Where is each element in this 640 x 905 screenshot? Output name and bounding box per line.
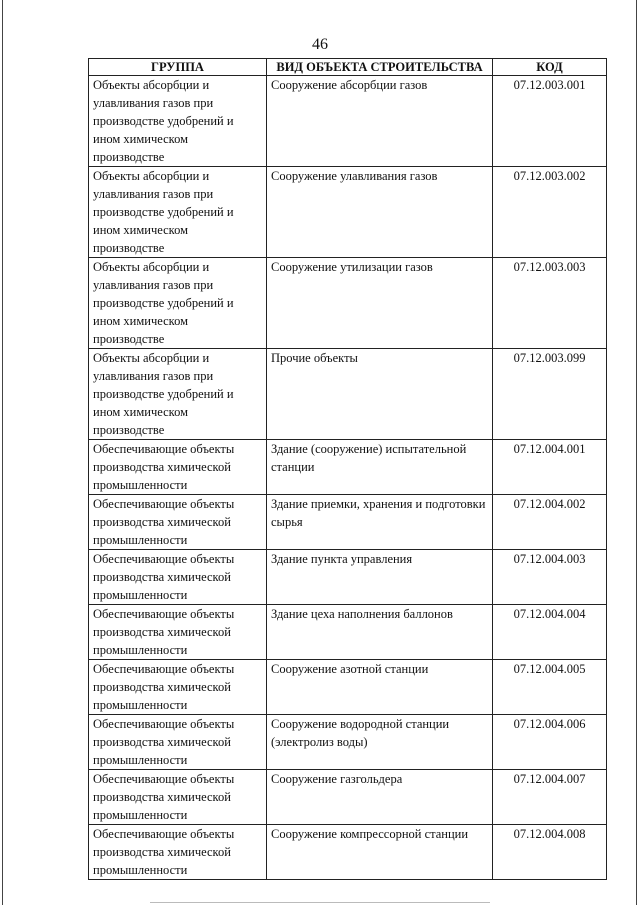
code-cell: 07.12.004.001 bbox=[493, 440, 607, 495]
code-cell: 07.12.004.006 bbox=[493, 715, 607, 770]
code-cell: 07.12.004.002 bbox=[493, 495, 607, 550]
table-row bbox=[89, 495, 607, 550]
table-header-row bbox=[89, 59, 607, 76]
header-group: ГРУППА bbox=[89, 59, 267, 76]
code-cell: 07.12.004.008 bbox=[493, 825, 607, 880]
group-cell: Обеспечивающие объекты производства химической промышленности bbox=[89, 715, 267, 770]
group-cell: Обеспечивающие объекты производства химической промышленности bbox=[89, 605, 267, 660]
group-cell: Обеспечивающие объекты производства химической промышленности bbox=[89, 440, 267, 495]
object-type-cell: Здание пункта управления bbox=[267, 550, 493, 605]
object-type-cell: Сооружение газгольдера bbox=[267, 770, 493, 825]
group-cell: Объекты абсорбции и улавливания газов при производстве удобрений и ином химическом производстве bbox=[89, 349, 267, 440]
object-type-cell: Сооружение утилизации газов bbox=[267, 258, 493, 349]
table-row bbox=[89, 770, 607, 825]
header-code: КОД bbox=[493, 59, 607, 76]
table-row bbox=[89, 715, 607, 770]
page-edge-right bbox=[636, 0, 637, 905]
group-cell: Обеспечивающие объекты производства химической промышленности bbox=[89, 660, 267, 715]
code-cell: 07.12.003.003 bbox=[493, 258, 607, 349]
object-type-cell: Сооружение абсорбции газов bbox=[267, 76, 493, 167]
code-cell: 07.12.003.002 bbox=[493, 167, 607, 258]
group-cell: Обеспечивающие объекты производства химической промышленности bbox=[89, 770, 267, 825]
code-cell: 07.12.004.007 bbox=[493, 770, 607, 825]
code-cell: 07.12.003.099 bbox=[493, 349, 607, 440]
table-row bbox=[89, 76, 607, 167]
object-type-cell: Прочие объекты bbox=[267, 349, 493, 440]
object-type-cell: Здание (сооружение) испытательной станции bbox=[267, 440, 493, 495]
table-row bbox=[89, 825, 607, 880]
code-cell: 07.12.004.005 bbox=[493, 660, 607, 715]
group-cell: Объекты абсорбции и улавливания газов при производстве удобрений и ином химическом производстве bbox=[89, 76, 267, 167]
code-cell: 07.12.003.001 bbox=[493, 76, 607, 167]
object-type-cell: Сооружение азотной станции bbox=[267, 660, 493, 715]
table-row bbox=[89, 605, 607, 660]
table-row bbox=[89, 167, 607, 258]
table-row bbox=[89, 349, 607, 440]
code-cell: 07.12.004.004 bbox=[493, 605, 607, 660]
group-cell: Обеспечивающие объекты производства химической промышленности bbox=[89, 825, 267, 880]
code-cell: 07.12.004.003 bbox=[493, 550, 607, 605]
scan-edge-line bbox=[150, 902, 490, 903]
header-object-type: ВИД ОБЪЕКТА СТРОИТЕЛЬСТВА bbox=[267, 59, 493, 76]
object-type-cell: Здание приемки, хранения и подготовки сырья bbox=[267, 495, 493, 550]
group-cell: Обеспечивающие объекты производства химической промышленности bbox=[89, 550, 267, 605]
table-row bbox=[89, 258, 607, 349]
object-type-cell: Сооружение водородной станции (электролиз воды) bbox=[267, 715, 493, 770]
object-type-cell: Сооружение улавливания газов bbox=[267, 167, 493, 258]
table-row bbox=[89, 660, 607, 715]
classification-table bbox=[88, 58, 607, 880]
page-edge-left bbox=[2, 0, 3, 905]
group-cell: Обеспечивающие объекты производства химической промышленности bbox=[89, 495, 267, 550]
object-type-cell: Здание цеха наполнения баллонов bbox=[267, 605, 493, 660]
object-type-cell: Сооружение компрессорной станции bbox=[267, 825, 493, 880]
page-number: 46 bbox=[312, 36, 328, 53]
group-cell: Объекты абсорбции и улавливания газов при производстве удобрений и ином химическом производстве bbox=[89, 167, 267, 258]
group-cell: Объекты абсорбции и улавливания газов при производстве удобрений и ином химическом производстве bbox=[89, 258, 267, 349]
table-row bbox=[89, 550, 607, 605]
table-row bbox=[89, 440, 607, 495]
